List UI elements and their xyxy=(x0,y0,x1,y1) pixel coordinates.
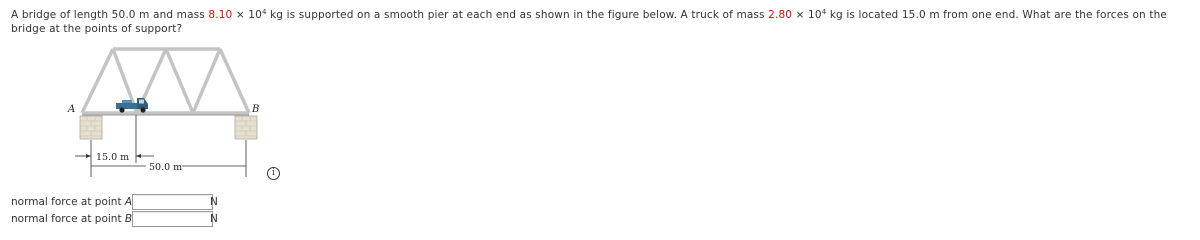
dimension-bridge-length: 50.0 m xyxy=(149,162,183,173)
info-icon[interactable]: i xyxy=(267,167,280,180)
problem-text-part2: kg is supported on a smooth pier at each end as shown in the figure below. A truck of mass xyxy=(266,9,769,21)
truss xyxy=(82,49,249,113)
problem-text-part3: kg is located 15.0 m from one end. What are the forces on the bridge at the points of support? xyxy=(11,9,1167,35)
truck-mass-value: 2.80 xyxy=(768,9,793,21)
normal-force-a-input[interactable] xyxy=(132,194,213,210)
truck-icon xyxy=(116,98,148,113)
pier-b xyxy=(235,116,257,139)
bridge-mass-value: 8.10 xyxy=(208,9,233,21)
times-ten-2: × 10 xyxy=(792,9,822,21)
pier-a xyxy=(80,116,102,139)
label-b: B xyxy=(252,104,260,115)
problem-text-part1: A bridge of length 50.0 m and mass xyxy=(11,9,209,21)
answer-label-a: normal force at point A xyxy=(11,196,133,208)
unit-label-a: N xyxy=(210,196,218,208)
answer-label-b: normal force at point B xyxy=(11,213,133,225)
unit-label-b: N xyxy=(210,213,218,225)
problem-statement xyxy=(11,8,1196,36)
times-ten-1: × 10 xyxy=(232,9,262,21)
exponent-1: 4 xyxy=(261,8,267,16)
exponent-2: 4 xyxy=(821,8,827,16)
dimension-truck-distance: 15.0 m xyxy=(96,152,130,163)
bridge-figure xyxy=(60,40,300,180)
normal-force-b-input[interactable] xyxy=(132,211,213,227)
label-a: A xyxy=(68,104,76,115)
